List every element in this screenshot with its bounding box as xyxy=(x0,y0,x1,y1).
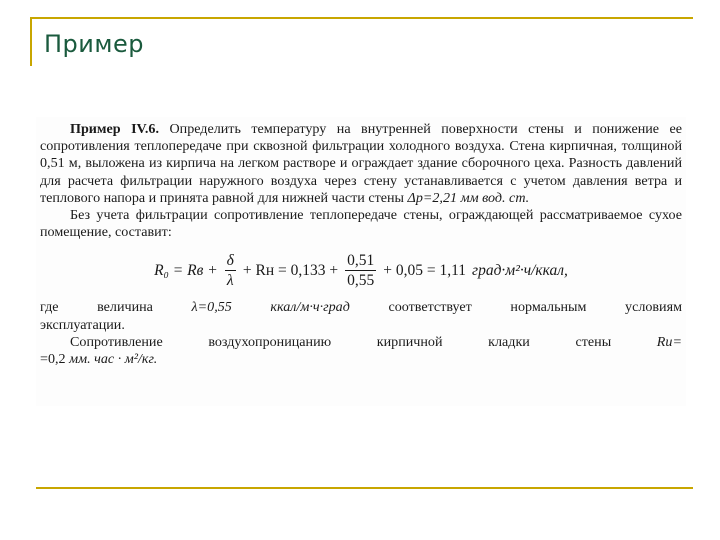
fraction-denominator: λ xyxy=(226,271,234,289)
resistance-unit: мм. час · м²/кг. xyxy=(69,351,158,368)
resistance-line xyxy=(40,334,682,351)
resistance-word: воздухопроницанию xyxy=(208,333,332,350)
slide-frame-bottom-rule xyxy=(36,487,693,489)
fraction-numerator: δ xyxy=(226,251,234,269)
scanned-text-block xyxy=(36,117,686,406)
slide-title: Пример xyxy=(44,30,144,58)
resistance-word: Сопротивление xyxy=(70,333,163,350)
resistance-value: =0,2 xyxy=(40,351,66,368)
lambda-value: λ=0,55 xyxy=(191,299,232,316)
formula-lhs: R₀ = Rв + xyxy=(154,261,218,279)
formula-unit: град·м²·ч/ккал, xyxy=(472,261,568,279)
resistance-word: кладки xyxy=(488,333,530,350)
formula-fraction-delta-lambda xyxy=(225,251,236,290)
pressure-unit: мм вод. ст. xyxy=(460,189,530,206)
problem-statement: Определить температуру на внутренней поверхности стены и понижение ее сопротивления теплопередаче при сквозной фильтрации холодного воздуха. Стена кирпичная, толщиной 0,51 м, выложена из кирпича на легком растворе и ограждает здание сборочного цеха. Разность давлений для расчета фильтрации наружного воздуха через стену устанавливается с учетом давления ветра и теплового напора и принята равной для нижней части стены xyxy=(40,121,683,206)
fraction-numerator: 0,51 xyxy=(347,251,375,269)
example-paragraph-1 xyxy=(40,121,682,207)
resistance-line-2 xyxy=(40,351,682,368)
slide-frame-left-rule xyxy=(30,17,32,66)
where-word: где xyxy=(40,299,59,316)
where-word: нормальным xyxy=(510,299,587,316)
where-line xyxy=(40,299,682,316)
formula-rhs: + 0,05 = 1,11 xyxy=(383,261,467,279)
where-line-2: эксплуатации. xyxy=(40,316,125,333)
resistance-word: стены xyxy=(575,333,612,350)
resistance-symbol: Rи= xyxy=(656,333,682,350)
example-paragraph-2: Без учета фильтрации сопротивление теплопередаче стены, ограждающей рассматриваемое сухое помещение, составит: xyxy=(40,207,682,241)
formula-middle: + Rн = 0,133 + xyxy=(242,261,339,279)
fraction-denominator: 0,55 xyxy=(347,271,375,289)
resistance-formula xyxy=(40,243,682,297)
slide-frame-top-rule xyxy=(30,17,693,19)
where-word: соответствует xyxy=(388,299,472,316)
lambda-unit: ккал/м·ч·град xyxy=(270,299,350,316)
pressure-value: Δp=2,21 xyxy=(407,189,458,206)
resistance-word: кирпичной xyxy=(376,333,443,350)
formula-fraction-values xyxy=(345,251,376,290)
where-word: условиям xyxy=(625,299,682,316)
example-heading: Пример IV.6. xyxy=(70,121,160,137)
where-word: величина xyxy=(97,299,153,316)
example-text xyxy=(40,121,682,368)
